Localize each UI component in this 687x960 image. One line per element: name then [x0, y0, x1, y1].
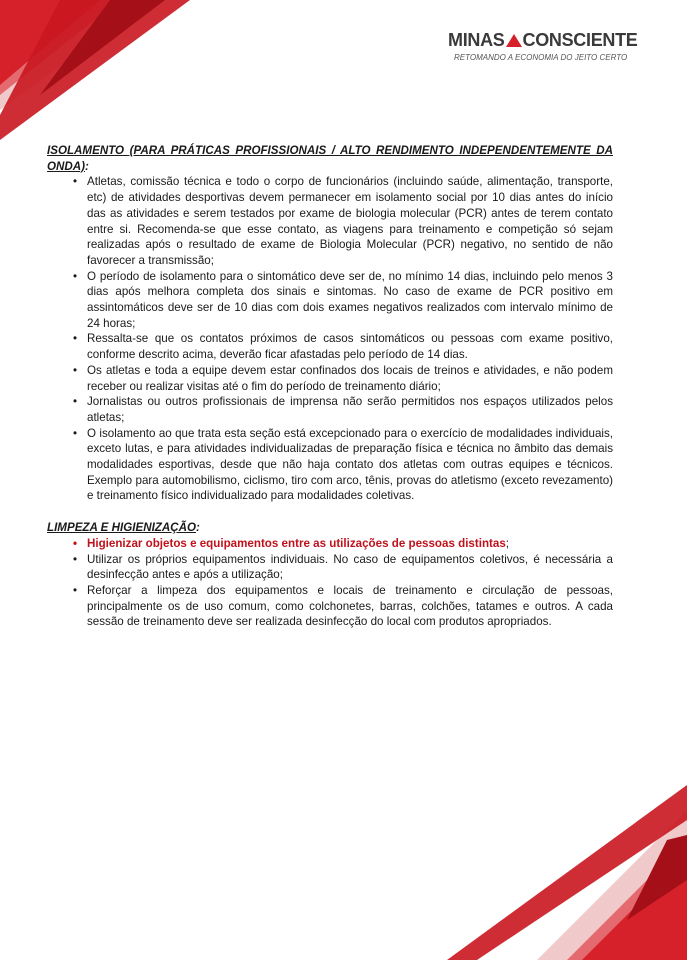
heading-suffix: :: [85, 159, 89, 173]
logo-text-minas: MINAS: [448, 30, 505, 50]
limpeza-list: [47, 536, 613, 630]
document-body: [47, 143, 613, 630]
list-item-highlighted: [87, 536, 613, 552]
heading-suffix: :: [196, 521, 200, 535]
list-item: • Reforçar a limpeza dos equipamentos e locais de treinamento e circulação de pessoas, principalmente os de uso comum, como colchonetes, barras, colchões, tatames e outros. A cada sessão de treinamento deve ser realizada desinfecção do local com produtos apropriados.: [87, 583, 613, 630]
item-suffix: ;: [505, 536, 510, 550]
list-item: • Os atletas e toda a equipe devem estar confinados dos locais de treinos e atividades, e não podem receber ou realizar visitas até o fim do período de treinamento diário;: [87, 363, 613, 394]
list-item: • O isolamento ao que trata esta seção está excepcionado para o exercício de modalidades individuais, exceto lutas, e para atividades individualizadas de preparação física e técnica no âmbito das demais modalidades esportivas, desde que não haja contato dos atletas com outras equipes e técnicos. Exemplo para automobilismo, ciclismo, tiro com arco, tênis, provas do atletismo (exceto revezamento) e treinamento físico individualizado para modalidades coletivas.: [87, 426, 613, 505]
isolamento-list: [47, 174, 613, 504]
section-heading-text: LIMPEZA E HIGIENIZAÇÃO: [47, 521, 197, 535]
logo-tagline: RETOMANDO A ECONOMIA DO JEITO CERTO: [454, 53, 628, 62]
minas-consciente-logo: [448, 30, 648, 62]
logo-wordmark: [448, 30, 648, 51]
list-item: • Jornalistas ou outros profissionais de imprensa não serão permitidos nos espaços utilizados pelos atletas;: [87, 394, 613, 425]
list-item: • Atletas, comissão técnica e todo o corpo de funcionários (incluindo saúde, alimentação, transporte, etc) de atividades desportivas devem permanecer em isolamento social por 10 dias antes do início das as atividades e serem testados por exame de biologia molecular (PCR) antes de terem contato entre si. Recomenda-se que esse contato, as viagens para treinamento e competição só sejam realizadas após o resultado de exame de Biologia Molecular (PCR) negativo, no sentido de não favorecer a transmissão;: [87, 174, 613, 268]
section-heading-text: ISOLAMENTO (PARA PRÁTICAS PROFISSIONAIS / ALTO RENDIMENTO INDEPENDENTEMENTE DA ONDA): [47, 144, 613, 173]
section-heading-isolamento: [47, 143, 613, 174]
highlighted-text: Higienizar objetos e equipamentos entre as utilizações de pessoas distintas: [87, 536, 506, 550]
corner-decoration-bottom-right: [447, 780, 687, 960]
corner-decoration-top-left: [0, 0, 200, 150]
list-item: • Ressalta-se que os contatos próximos de casos sintomáticos ou pessoas com exame positivo, conforme descrito acima, deverão ficar afastadas pelo período de 14 dias.: [87, 331, 613, 362]
list-item: • Utilizar os próprios equipamentos individuais. No caso de equipamentos coletivos, é necessária a desinfecção antes e após a utilização;: [87, 552, 613, 583]
section-heading-limpeza: [47, 520, 613, 536]
logo-triangle-icon: [506, 34, 522, 47]
logo-text-consciente: CONSCIENTE: [522, 30, 638, 50]
list-item: • O período de isolamento para o sintomático deve ser de, no mínimo 14 dias, incluindo pelo menos 3 dias após melhora completa dos sinais e sintomas. No caso de exame de PCR positivo em assintomáticos deve ser de 10 dias com dois exames negativos realizados com intervalo mínimo de 24 horas;: [87, 269, 613, 332]
